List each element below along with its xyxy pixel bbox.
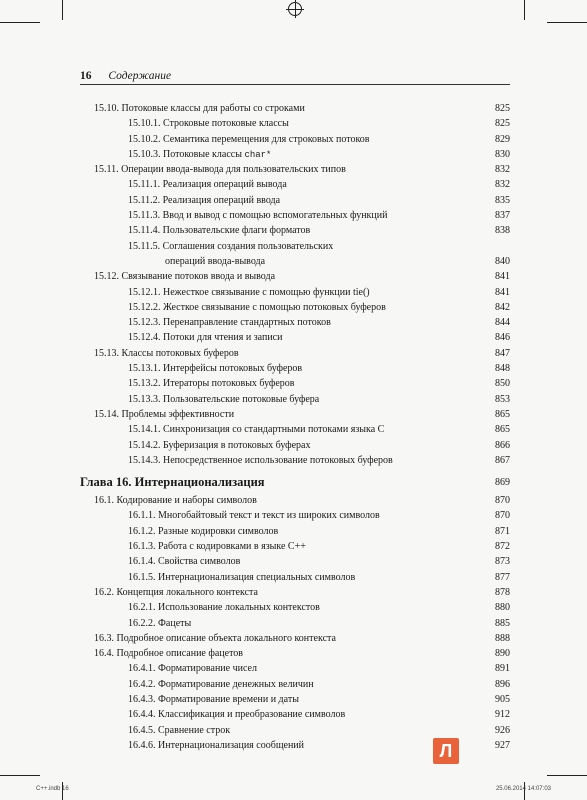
toc-entry-title: 15.11.3. Ввод и вывод с помощью вспомогательных функций — [128, 210, 388, 222]
toc-entry-title: 15.13. Классы потоковых буферов — [94, 347, 239, 359]
toc-entry-title: 16.2.1. Использование локальных контекстов — [128, 602, 320, 614]
toc-entry-page: 891 — [495, 663, 510, 675]
toc-entry-title: 15.14.2. Буферизация в потоковых буферах — [128, 439, 311, 451]
toc-entry — [80, 600, 510, 615]
toc-entry-title: 16.1.5. Интернационализация специальных символов — [128, 571, 356, 583]
toc-entry-page: 838 — [495, 225, 510, 237]
toc-entry-page: 848 — [495, 363, 510, 375]
toc-entry-page: 927 — [495, 739, 510, 751]
toc-entry-title: 16.1.3. Работа с кодировками в языке C++ — [128, 541, 306, 553]
toc-entry-page: 825 — [495, 103, 510, 114]
toc-entry-page: 832 — [495, 179, 510, 191]
toc-entry — [80, 677, 510, 692]
toc-entry — [80, 346, 510, 361]
toc-entry-title: 16.1.4. Свойства символов — [128, 556, 241, 568]
toc-entry-title: 15.10. Потоковые классы для работы со строками — [94, 103, 305, 114]
toc-entry — [80, 508, 510, 523]
toc-entry — [80, 376, 510, 391]
toc-entry-title: 16.4.2. Форматирование денежных величин — [128, 678, 314, 690]
toc-entry-title: 16.4. Подробное описание фацетов — [94, 648, 244, 660]
toc-entry-page: 840 — [495, 255, 510, 267]
toc-entry — [80, 707, 510, 722]
toc-entry — [80, 422, 510, 437]
code-text: char* — [244, 149, 272, 160]
toc-entry — [80, 631, 510, 646]
toc-entry-title: 15.11.2. Реализация операций ввода — [128, 194, 281, 206]
toc-entry-title: Глава 16. Интернационализация — [80, 475, 265, 490]
toc-entry — [80, 132, 510, 147]
toc-entry-page: 890 — [495, 648, 510, 660]
toc-entry — [80, 616, 510, 631]
toc-entry — [80, 239, 510, 254]
toc-entry-title: 15.12.1. Нежесткое связывание с помощью функции tie() — [128, 286, 370, 298]
crop-mark — [62, 0, 63, 20]
running-header — [80, 70, 510, 85]
toc-entry-title: 15.12.3. Перенаправление стандартных потоков — [128, 317, 331, 329]
toc-entry-page: 872 — [495, 541, 510, 553]
toc-entry-page: 825 — [495, 118, 510, 130]
crop-mark — [0, 775, 40, 776]
toc-entry-page: 912 — [495, 709, 510, 721]
toc-entry — [80, 101, 510, 116]
toc-entry — [80, 524, 510, 539]
toc-entry — [80, 285, 510, 300]
print-footer-file: C++.indb 16 — [36, 786, 69, 792]
toc-entry — [80, 223, 510, 238]
toc-entry-page: 877 — [495, 571, 510, 583]
print-footer-date: 25.06.2014 14:07:03 — [495, 786, 551, 792]
toc-entry-title: 15.10.2. Семантика перемещения для строковых потоков — [128, 133, 370, 145]
toc-entry-page: 844 — [495, 317, 510, 329]
toc-entry — [80, 300, 510, 315]
crop-mark — [547, 775, 587, 776]
toc-entry — [80, 116, 510, 131]
toc-entry — [80, 269, 510, 284]
toc-entry-page: 835 — [495, 194, 510, 206]
crop-mark — [0, 22, 40, 23]
toc-entry-title: 16.3. Подробное описание объекта локального контекста — [94, 632, 336, 644]
toc-entry-title: 15.14. Проблемы эффективности — [94, 408, 235, 420]
toc-entry-title: 16.4.3. Форматирование времени и даты — [128, 693, 299, 705]
toc-entry-page: 867 — [495, 454, 510, 466]
toc-entry — [80, 193, 510, 208]
toc-entry-page: 853 — [495, 393, 510, 405]
toc-entry-page: 873 — [495, 556, 510, 568]
toc-entry-title: операций ввода-вывода — [165, 255, 266, 267]
header-title: Содержание — [108, 70, 172, 82]
toc-entry — [80, 554, 510, 569]
toc-entry-title: 15.10.1. Строковые потоковые классы — [128, 118, 289, 130]
toc-entry-title: 15.11.4. Пользовательские флаги форматов — [128, 225, 311, 237]
toc-entry-page: 878 — [495, 586, 510, 598]
toc-entry — [80, 315, 510, 330]
toc-entry-page: 866 — [495, 439, 510, 451]
toc-entry — [80, 162, 510, 177]
toc-entry — [80, 570, 510, 585]
toc-entry-title: 16.4.5. Сравнение строк — [128, 724, 231, 736]
toc-entry-page: 888 — [495, 632, 510, 644]
toc-entry-title: 15.12. Связывание потоков ввода и вывода — [94, 271, 276, 283]
toc-entry-title: 15.13.2. Итераторы потоковых буферов — [128, 378, 295, 390]
toc-entry — [80, 646, 510, 661]
toc-entry — [80, 330, 510, 345]
toc-entry-title: 15.11.5. Соглашения создания пользовательских — [128, 240, 334, 252]
toc-entry-page: 847 — [495, 347, 510, 359]
crop-mark — [524, 0, 525, 20]
toc-entry — [80, 453, 510, 468]
toc-entry-page: 830 — [495, 148, 510, 160]
page-number: 16 — [80, 70, 92, 82]
toc-entry — [80, 539, 510, 554]
toc-entry-page: 842 — [495, 301, 510, 313]
toc-entry-page: 871 — [495, 525, 510, 537]
toc-entry-title: 15.10.3. Потоковые классы char* — [128, 148, 272, 160]
toc-entry-title: 16.1. Кодирование и наборы символов — [94, 495, 257, 507]
toc-entry — [80, 177, 510, 192]
toc-entry-page: 846 — [495, 332, 510, 344]
toc-entry-page: 850 — [495, 378, 510, 390]
toc-entry-title: 15.11. Операции ввода-вывода для пользовательских типов — [94, 164, 346, 176]
toc-entry-page: 905 — [495, 693, 510, 705]
toc-entry-title: 15.14.3. Непосредственное использование потоковых буферов — [128, 454, 393, 466]
toc-entry — [80, 254, 510, 269]
toc-entry — [80, 438, 510, 453]
toc-entry-page: 870 — [495, 510, 510, 522]
toc-entry — [80, 361, 510, 376]
toc-entry-page: 829 — [495, 133, 510, 145]
toc-entry — [80, 692, 510, 707]
toc-entry-title: 15.14.1. Синхронизация со стандартными потоками языка C — [128, 424, 385, 436]
toc-entry-title: 16.2. Концепция локального контекста — [94, 586, 258, 598]
toc-entry-page: 865 — [495, 424, 510, 436]
toc-entry-page: 837 — [495, 210, 510, 222]
toc-entry — [80, 723, 510, 738]
registration-mark — [288, 2, 302, 16]
toc-entry — [80, 585, 510, 600]
toc-entry-page: 880 — [495, 602, 510, 614]
toc-entry-page: 832 — [495, 164, 510, 176]
toc-entry-page: 841 — [495, 286, 510, 298]
toc-entry — [80, 392, 510, 407]
toc-entry — [80, 147, 510, 162]
toc-entry — [80, 208, 510, 223]
toc-entry-title: 16.4.4. Классификация и преобразование символов — [128, 709, 346, 721]
publisher-logo: Л — [433, 738, 459, 764]
toc-entry — [80, 661, 510, 676]
toc-entry-title: 15.12.2. Жесткое связывание с помощью потоковых буферов — [128, 301, 386, 313]
toc-entry-title: 16.4.1. Форматирование чисел — [128, 663, 257, 675]
crop-mark — [547, 22, 587, 23]
toc-entry-title: 15.12.4. Потоки для чтения и записи — [128, 332, 283, 344]
toc-entry-title: 16.2.2. Фацеты — [128, 617, 192, 629]
toc-entry-page: 841 — [495, 271, 510, 283]
toc-entry-title: 15.13.3. Пользовательские потоковые буфера — [128, 393, 320, 405]
toc-entry-title: 16.1.2. Разные кодировки символов — [128, 525, 279, 537]
toc-entry-title: 15.13.1. Интерфейсы потоковых буферов — [128, 363, 303, 375]
toc-entry-page: 926 — [495, 724, 510, 736]
toc-entry — [80, 493, 510, 508]
toc-entry-title: 15.11.1. Реализация операций вывода — [128, 179, 287, 191]
toc-entry-title: 16.1.1. Многобайтовый текст и текст из широких символов — [128, 510, 380, 522]
toc-chapter — [80, 473, 510, 492]
toc-entry-title: 16.4.6. Интернационализация сообщений — [128, 739, 305, 751]
toc-entry-page: 885 — [495, 617, 510, 629]
table-of-contents — [80, 101, 510, 753]
toc-entry — [80, 407, 510, 422]
toc-entry-page: 869 — [495, 477, 510, 489]
toc-entry-page: 896 — [495, 678, 510, 690]
toc-entry-page: 870 — [495, 495, 510, 507]
toc-entry-page: 865 — [495, 408, 510, 420]
